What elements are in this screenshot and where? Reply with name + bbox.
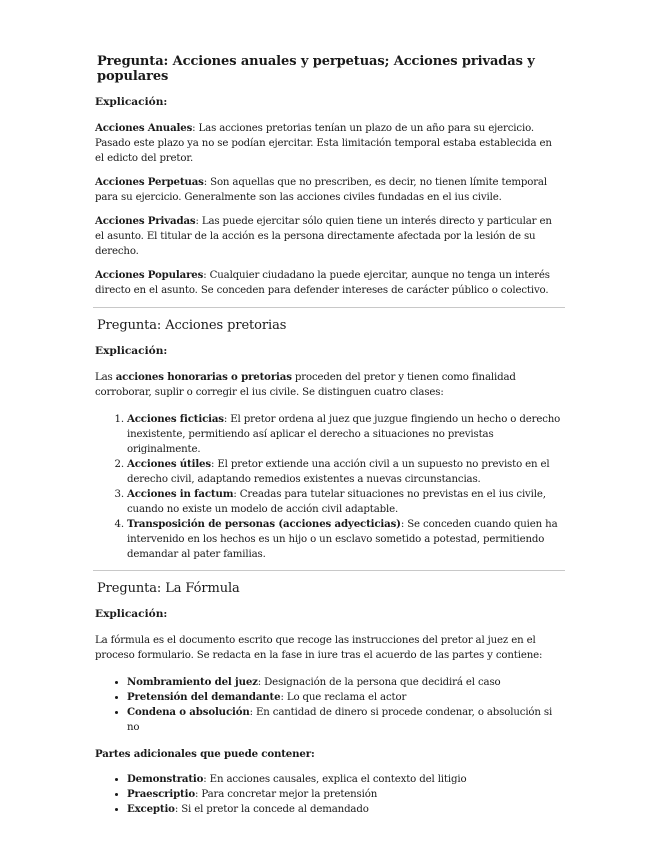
- section-acciones-anuales: [95, 54, 563, 298]
- section-title: Pregunta: La Fórmula: [97, 581, 240, 596]
- list-item: • Demonstratio: En acciones causales, explica el contexto del litigio: [127, 772, 563, 787]
- section-divider: [93, 570, 565, 571]
- partes-adicionales-list: [95, 772, 563, 817]
- acciones-pretorias-list: [95, 412, 563, 562]
- list-item: • Condena o absolución: En cantidad de dinero si procede condenar, o absolución si no: [127, 705, 563, 735]
- section-la-formula: [95, 581, 563, 817]
- list-item: 4. Transposición de personas (acciones adyecticias): Se conceden cuando quien ha intervenido en los hechos es un hijo o un esclavo sometido a potestad, permitiendo demandar al pater familias.: [127, 517, 563, 562]
- list-item: 2. Acciones útiles: El pretor extiende una acción civil a un supuesto no previsto en el derecho civil, adaptando remedios existentes a nuevas circunstancias.: [127, 457, 563, 487]
- intro-paragraph: La fórmula es el documento escrito que recoge las instrucciones del pretor al juez en el proceso formulario. Se redacta en la fase in iure tras el acuerdo de las partes y contiene:: [95, 635, 543, 661]
- section-divider: [93, 307, 565, 308]
- list-item: 1. Acciones ficticias: El pretor ordena al juez que juzgue fingiendo un hecho o derecho inexistente, permitiendo así aplicar el derecho a situaciones no previstas originalmente.: [127, 412, 563, 457]
- list-item: 3. Acciones in factum: Creadas para tutelar situaciones no previstas en el ius civile, cuando no existe un modelo de acción civil adaptable.: [127, 487, 563, 517]
- paragraph-acciones-perpetuas: Acciones Perpetuas: Son aquellas que no prescriben, es decir, no tienen límite temporal para su ejercicio. Generalmente son las acciones civiles fundadas en el ius civile.: [95, 176, 547, 203]
- subheading: Partes adicionales que puede contener:: [95, 748, 315, 760]
- section-title: Pregunta: Acciones pretorias: [97, 318, 287, 333]
- list-item: • Nombramiento del juez: Designación de la persona que decidirá el caso: [127, 675, 563, 690]
- list-item: • Pretensión del demandante: Lo que reclama el actor: [127, 690, 563, 705]
- paragraph-acciones-privadas: Acciones Privadas: Las puede ejercitar sólo quien tiene un interés directo y particular en el asunto. El titular de la acción es la persona directamente afectada por la lesión de su derecho.: [95, 215, 552, 257]
- paragraph-acciones-anuales: Acciones Anuales: Las acciones pretorias tenían un plazo de un año para su ejercicio. Pasado este plazo ya no se podían ejercitar. Esta limitación temporal estaba establecida en el edicto del pretor.: [95, 122, 552, 164]
- list-item: • Exceptio: Si el pretor la concede al demandado: [127, 802, 563, 817]
- list-item: • Praescriptio: Para concretar mejor la pretensión: [127, 787, 563, 802]
- explicacion-label: Explicación:: [95, 96, 168, 108]
- paragraph-acciones-populares: Acciones Populares: Cualquier ciudadano la puede ejercitar, aunque no tenga un interés directo en el asunto. Se conceden para defender intereses de carácter público o colectivo.: [95, 269, 550, 296]
- section-title: Pregunta: Acciones anuales y perpetuas; Acciones privadas y populares: [97, 54, 535, 84]
- section-acciones-pretorias: [95, 318, 563, 562]
- explicacion-label: Explicación:: [95, 345, 168, 357]
- intro-paragraph: Las acciones honorarias o pretorias proceden del pretor y tienen como finalidad corroborar, suplir o corregir el ius civile. Se distinguen cuatro clases:: [95, 371, 516, 398]
- explicacion-label: Explicación:: [95, 608, 168, 620]
- formula-contents-list: [95, 675, 563, 735]
